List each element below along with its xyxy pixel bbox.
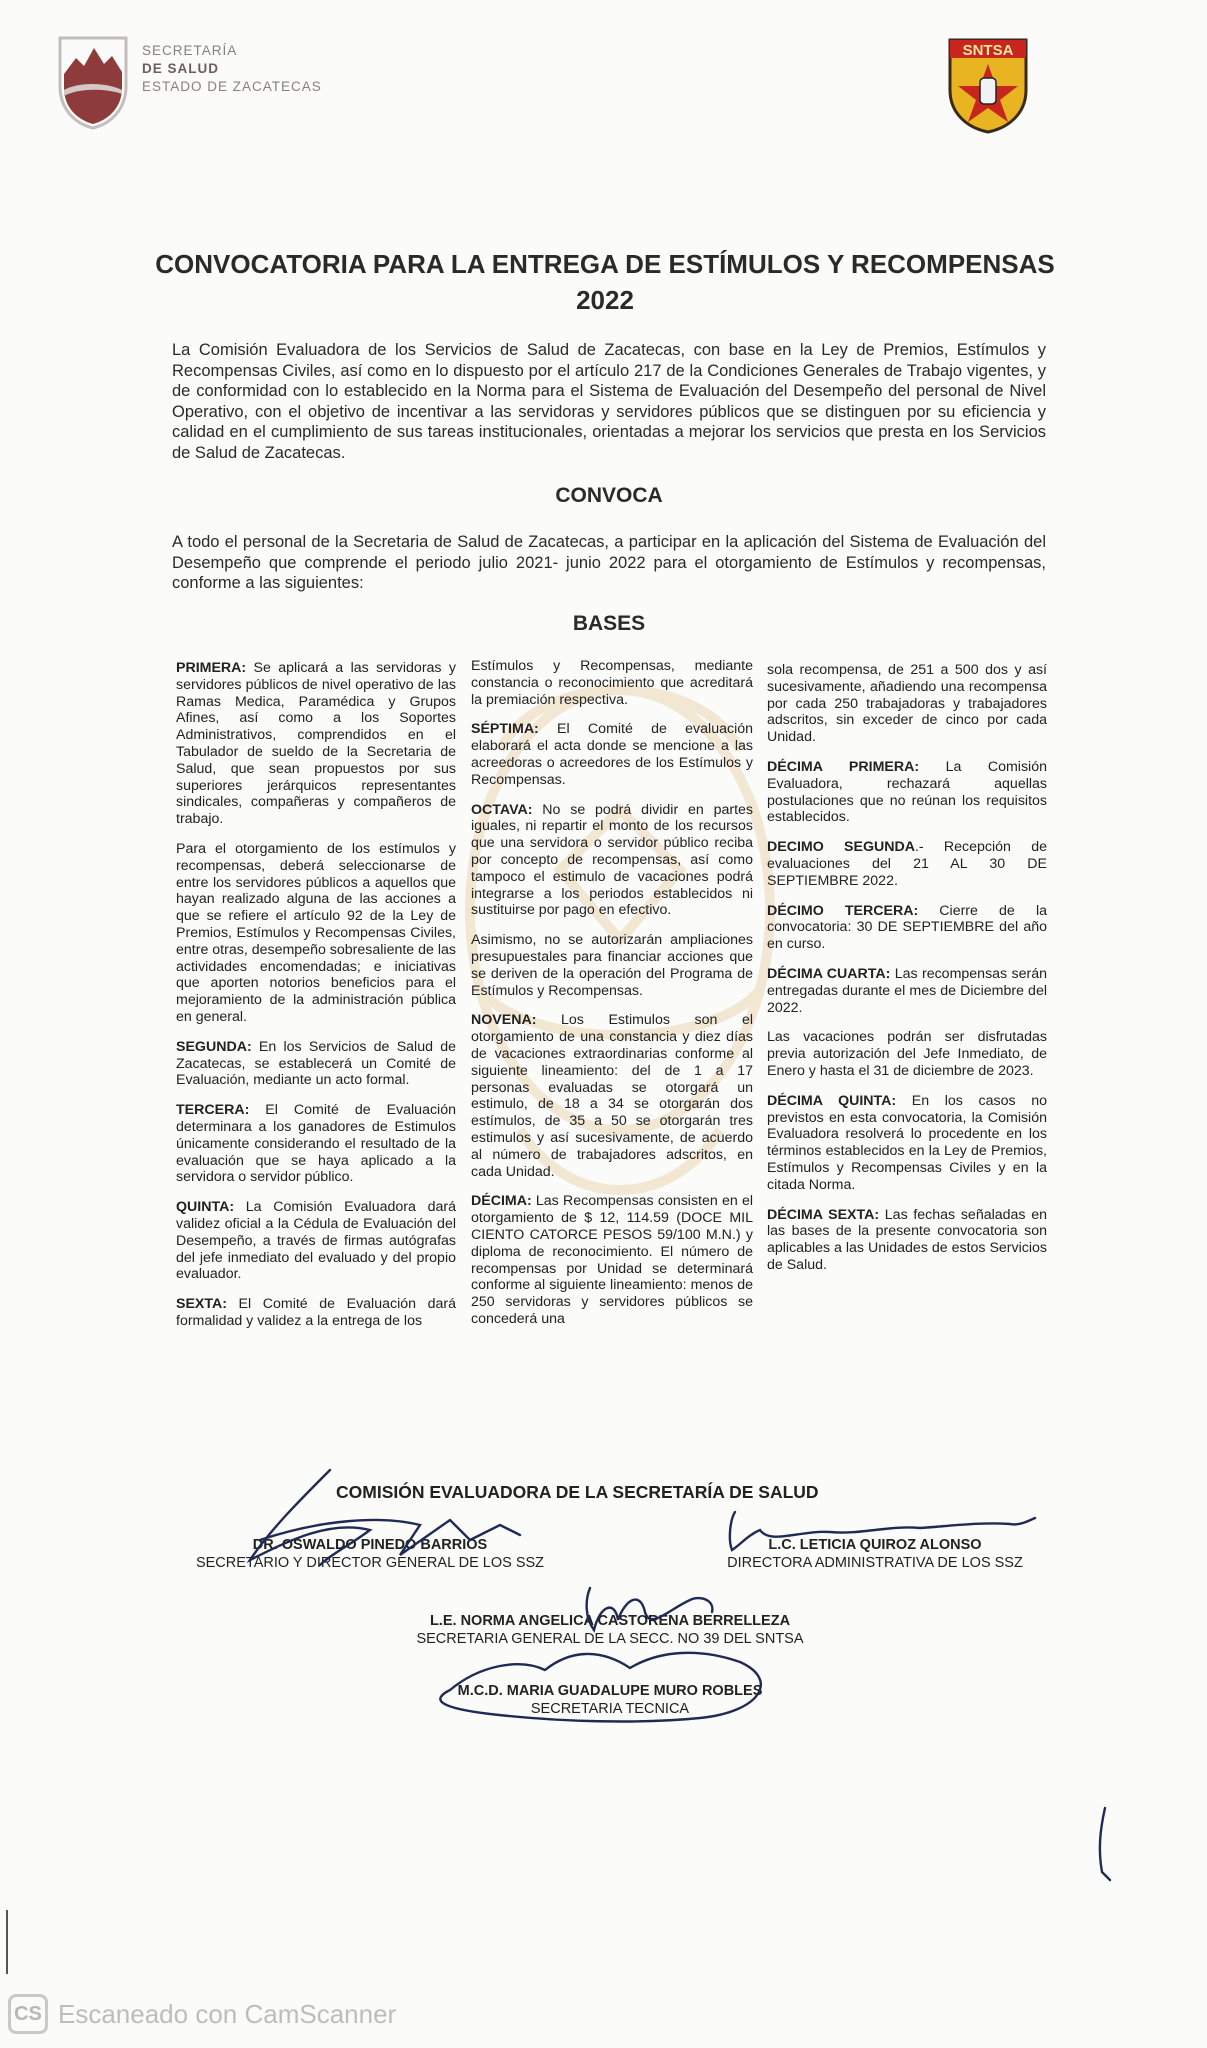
signature-block-technical xyxy=(420,1682,800,1718)
base-text: El Comité de Evaluación dará formalidad y validez a la entrega de los xyxy=(176,1296,456,1329)
base-label: QUINTA: xyxy=(176,1199,235,1216)
shield-emblem-icon xyxy=(54,34,132,130)
base-text: Las recompensas serán entregadas durante el mes de Diciembre del 2022. xyxy=(767,965,1047,1016)
camscanner-watermark xyxy=(8,1992,396,2036)
base-text: La Comisión Evaluadora dará validez oficial a la Cédula de Evaluación del Desempeño, a través de firmas autógrafas del jefe inmediato del evaluado y del propio evaluador. xyxy=(176,1199,456,1283)
base-label: SEXTA: xyxy=(176,1296,227,1313)
camscanner-icon: CS xyxy=(8,1994,48,2034)
base-item xyxy=(471,721,753,788)
base-label: DÉCIMA: xyxy=(471,1193,532,1210)
base-text: El Comité de evaluación elaborará el acta donde se mencione a las acreedoras o acreedores de los Estímulos y Recompensas. xyxy=(471,721,753,788)
signer-role: SECRETARIO Y DIRECTOR GENERAL DE LOS SSZ xyxy=(195,1555,545,1571)
signer-role: SECRETARIA GENERAL DE LA SECC. NO 39 DEL SNTSA xyxy=(416,1631,804,1647)
base-item xyxy=(767,1093,1047,1194)
base-label: NOVENA: xyxy=(471,1012,537,1029)
base-item xyxy=(767,759,1047,826)
bases-column-3 xyxy=(767,662,1047,1287)
base-item xyxy=(767,662,1047,746)
base-text: La Comisión Evaluadora, rechazará aquellas postulaciones que no reúnan los requisitos establecidos. xyxy=(767,758,1047,826)
base-item xyxy=(471,802,753,920)
org-line-2: DE SALUD xyxy=(142,61,220,76)
base-label: SÉPTIMA: xyxy=(471,721,539,738)
base-text: En los Servicios de Salud de Zacatecas, se establecerá un Comité de Evaluación, mediante un acto formal. xyxy=(176,1038,456,1089)
base-item xyxy=(176,1102,456,1186)
signatures-heading: COMISIÓN EVALUADORA DE LA SECRETARÍA DE SALUD xyxy=(336,1482,819,1502)
base-label: DECIMO SEGUNDA xyxy=(767,839,915,856)
bases-column-2 xyxy=(471,658,753,1341)
base-label: DÉCIMA SEXTA: xyxy=(767,1206,880,1223)
base-text: .- Recepción de evaluaciones del 21 AL 30 DE SEPTIEMBRE 2022. xyxy=(767,839,1047,889)
base-item xyxy=(471,1012,753,1180)
signer-role: SECRETARIA TECNICA xyxy=(530,1701,690,1717)
base-item xyxy=(471,658,753,708)
base-item xyxy=(767,1029,1047,1079)
base-label: SEGUNDA: xyxy=(176,1038,252,1055)
base-label: DÉCIMA CUARTA: xyxy=(767,965,891,982)
base-item xyxy=(176,1296,456,1330)
org-line-1: SECRETARÍA xyxy=(142,43,238,58)
sntsa-union-logo xyxy=(946,30,1030,134)
base-text: Asimismo, no se autorizarán ampliaciones presupuestales para financiar acciones que se deriven de la operación del Programa de Estímulos y Recompensas. xyxy=(471,932,753,999)
base-label: PRIMERA: xyxy=(176,660,247,676)
base-item xyxy=(176,1199,456,1283)
base-item xyxy=(767,903,1047,953)
base-item xyxy=(176,841,456,1026)
base-label: TERCERA: xyxy=(176,1102,250,1119)
base-label: OCTAVA: xyxy=(471,801,533,818)
base-label: DÉCIMA PRIMERA: xyxy=(767,758,920,775)
base-text: No se podrá dividir en partes iguales, ni repartir el monto de los recursos que una servidora o servidor público reciba por concepto de recompensas, así como tampoco el estimulo de vacaciones podrá integrarse a los periodos establecidos ni sustituirse por pago en efectivo. xyxy=(471,801,753,919)
document-title: CONVOCATORIA PARA LA ENTREGA DE ESTÍMULOS Y RECOMPENSAS 2022 xyxy=(155,249,1055,315)
bases-column-1 xyxy=(176,660,456,1343)
base-item xyxy=(767,966,1047,1016)
base-item xyxy=(176,660,456,828)
base-label: DÉCIMA QUINTA: xyxy=(767,1092,897,1109)
base-text: Cierre de la convocatoria: 30 DE SEPTIEMBRE del año en curso. xyxy=(767,902,1047,953)
base-item xyxy=(471,932,753,999)
signer-role: DIRECTORA ADMINISTRATIVA DE LOS SSZ xyxy=(727,1555,1023,1571)
base-item xyxy=(767,839,1047,889)
signature-block-director xyxy=(170,1536,570,1572)
base-text: El Comité de Evaluación determinara a los ganadores de Estimulos únicamente considerando el resultado de la evaluación que se haya aplicado a la servidora o servidor público. xyxy=(176,1102,456,1186)
base-item xyxy=(176,1039,456,1089)
intro-paragraph: La Comisión Evaluadora de los Servicios de Salud de Zacatecas, con base en la Ley de Premios, Estímulos y Recompensas Civiles, así como en lo dispuesto por el artículo 217 de la Condiciones Generales de Trabajo vigentes, y de conformidad con lo establecido en la Norma para el Sistema de Evaluación del Desempeño del personal de Nivel Operativo, con el objetivo de incentivar a las servidoras y servidores públicos que se distinguen por su eficiencia y calidad en el cumplimiento de sus tareas institucionales, orientadas a mejorar los servicios que presta en los Servicios de Salud de Zacatecas. xyxy=(172,341,1046,462)
base-item xyxy=(471,1193,753,1327)
convoca-heading: CONVOCA xyxy=(555,484,663,507)
signer-name: M.C.D. MARIA GUADALUPE MURO ROBLES xyxy=(457,1683,763,1699)
base-text: Las vacaciones podrán ser disfrutadas previa autorización del Jefe Inmediato, de Enero y hasta el 31 de diciembre de 2023. xyxy=(767,1029,1047,1079)
base-text: En los casos no previstos en esta convocatoria, la Comisión Evaluadora resolverá lo procedente en los términos establecidos en la Ley de Premios, Estímulos y Recompensas Civiles y en la citada Norma. xyxy=(767,1092,1047,1193)
signer-name: DR. OSWALDO PINEDO BARRIOS xyxy=(252,1537,488,1553)
signature-block-union xyxy=(380,1612,840,1648)
base-text: Se aplicará a las servidoras y servidores públicos de nivel operativo de las Ramas Medica, Paramédica y Grupos Afines, así como a los Soportes Administrativos, comprendidos en el Tabulador de sueldo de la Secretaria de Salud, que sean propuestos por sus superiores jerárquicos representantes sindicales, compañeras y compañeros de trabajo. xyxy=(176,660,456,828)
union-logo-text: SNTSA xyxy=(962,42,1014,59)
base-text: Estímulos y Recompensas, mediante constancia o reconocimiento que acreditará la premiación respectiva. xyxy=(471,658,753,708)
base-text: Las Recompensas consisten en el otorgamiento de $ 12, 114.59 (DOCE MIL CIENTO CATORCE PESOS 59/100 M.N.) y diploma de reconocimiento. El número de recompensas por Unidad se determinará conforme al siguiente lineamiento: menos de 250 servidoras y servidores públicos se concederá una xyxy=(471,1193,753,1327)
camscanner-text: Escaneado con CamScanner xyxy=(58,1998,397,2029)
base-text: Las fechas señaladas en las bases de la presente convocatoria son aplicables a las Unidades de estos Servicios de Salud. xyxy=(767,1206,1047,1273)
base-text: Para el otorgamiento de los estímulos y recompensas, deberá seleccionarse de entre los servidores públicos a aquellos que hayan realizado alguna de las acciones a que se refiere el artículo 92 de la Ley de Premios, Estímulos y Recompensas Civiles, entre otras, desempeño sobresaliente de las actividades encomendadas; e iniciativas que aporten notorios beneficios para el mejoramiento de la administración pública en general. xyxy=(176,840,456,1025)
base-label: DÉCIMO TERCERA: xyxy=(767,902,919,919)
bases-heading: BASES xyxy=(572,612,646,635)
health-secretariat-logo xyxy=(54,34,354,134)
convoca-paragraph: A todo el personal de la Secretaria de Salud de Zacatecas, a participar en la aplicación del Sistema de Evaluación del Desempeño que comprende el periodo julio 2021- junio 2022 para el otorgamiento de Estímulos y recompensas, conforme a las siguientes: xyxy=(172,533,1046,593)
base-item xyxy=(767,1207,1047,1274)
base-text: Los Estimulos son el otorgamiento de una constancia y diez días de vacaciones extraordinarias conforme al siguiente lineamiento: del de 1 a 17 personas evaluadas se otorgará un estimulo, de 18 a 34 se otorgarán dos estímulos, de 35 a 50 se otorgarán tres estimulos y así sucesivamente, de acuerdo al número de trabajadores adscritos, en cada Unidad. xyxy=(471,1012,753,1180)
base-text: sola recompensa, de 251 a 500 dos y así sucesivamente, añadiendo una recompensa por cada 250 trabajadoras y trabajadores adscritos, sin exceder de cinco por cada Unidad. xyxy=(767,662,1047,746)
org-line-3: ESTADO DE ZACATECAS xyxy=(142,79,322,94)
signer-name: L.E. NORMA ANGELICA CASTORENA BERRELLEZA xyxy=(429,1613,791,1629)
signer-name: L.C. LETICIA QUIROZ ALONSO xyxy=(768,1537,982,1553)
scan-edge-mark xyxy=(6,1910,8,1974)
signature-block-admin xyxy=(700,1536,1050,1572)
org-name xyxy=(142,42,322,96)
